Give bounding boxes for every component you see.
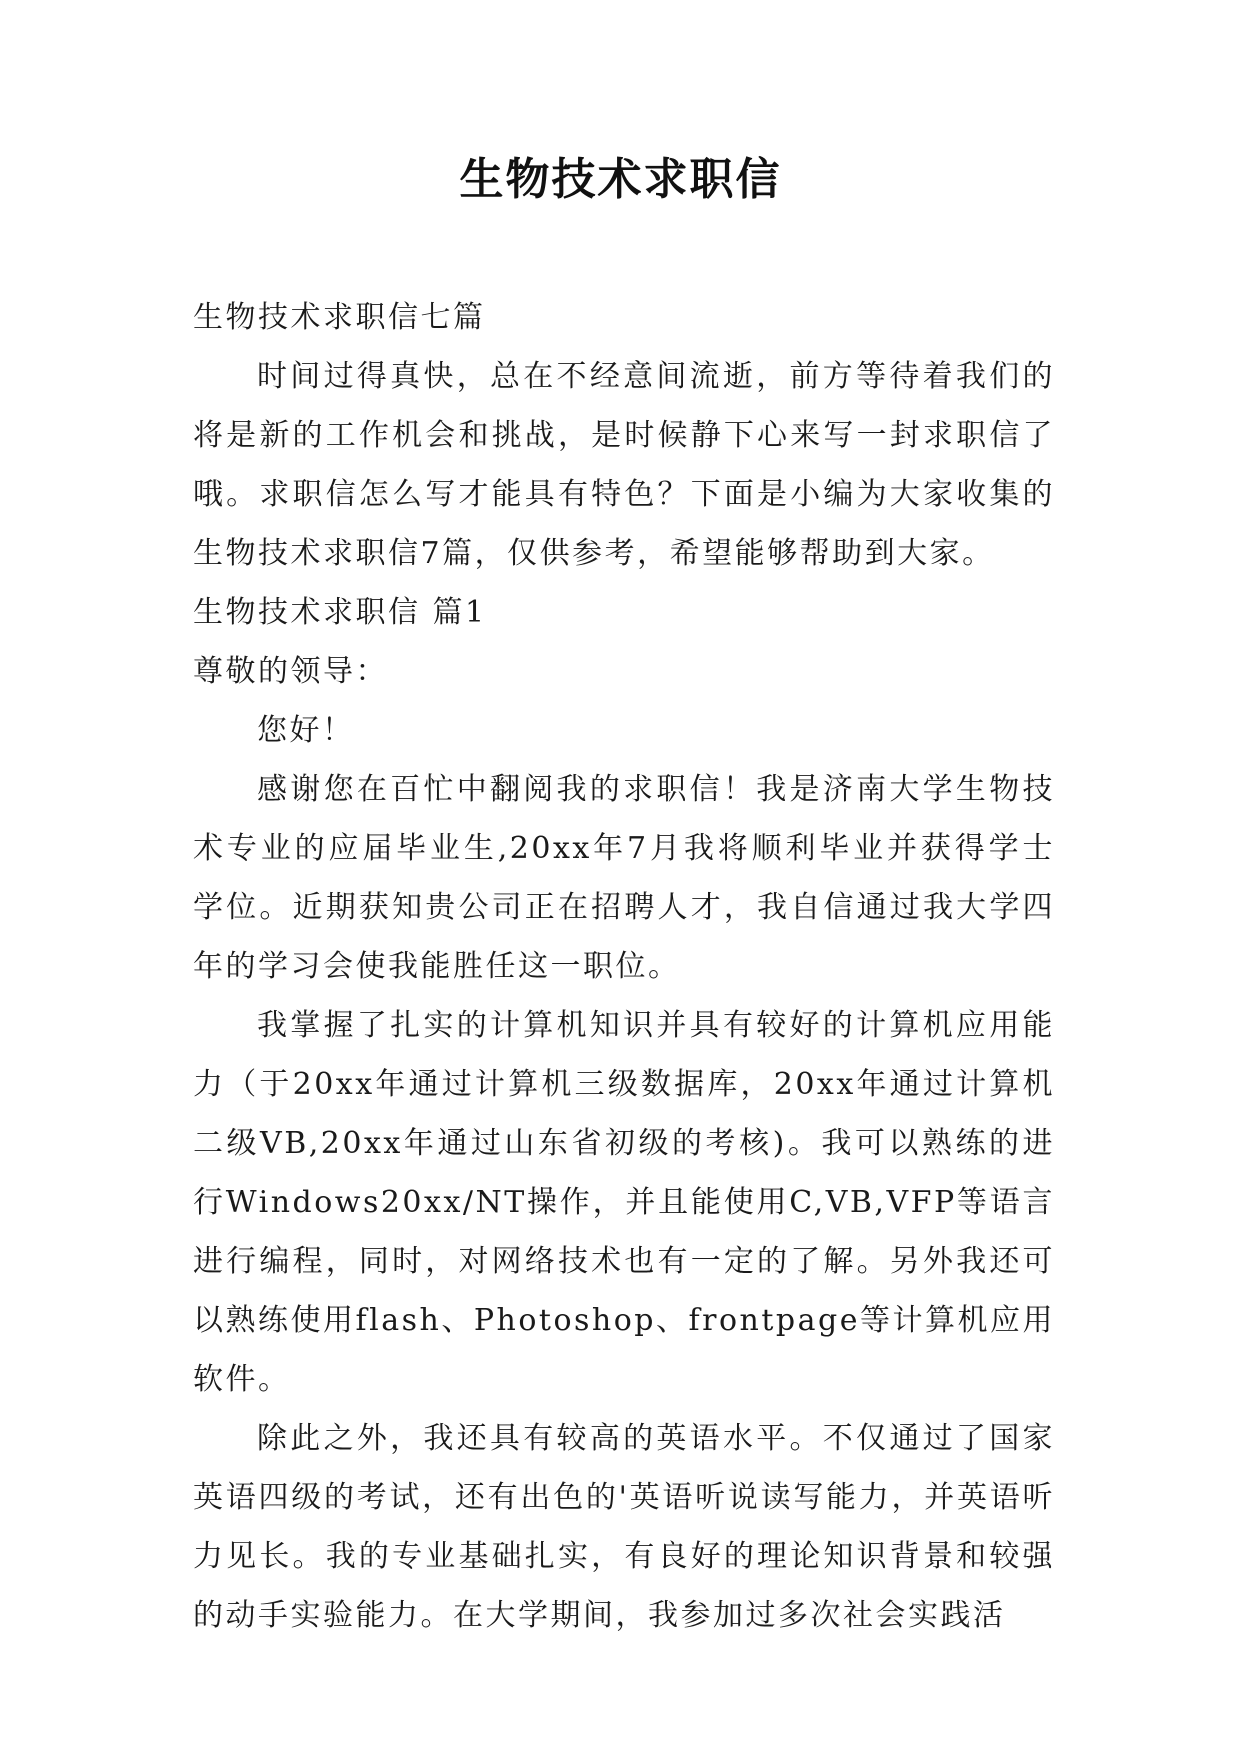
body-paragraph: 除此之外，我还具有较高的英语水平。不仅通过了国家英语四级的考试，还有出色的'英语听说读写能力，并英语听力见长。我的专业基础扎实，有良好的理论知识背景和较强的动手实验能力。在大学期间，我参加过多次社会实践活 bbox=[193, 1421, 1055, 1633]
greeting: 您好！ bbox=[257, 713, 355, 748]
salutation: 尊敬的领导： bbox=[193, 654, 388, 689]
intro-paragraph: 时间过得真快，总在不经意间流逝，前方等待着我们的将是新的工作机会和挑战，是时候静下心来写一封求职信了哦。求职信怎么写才能具有特色？下面是小编为大家收集的生物技术求职信7篇，仅供参考，希望能够帮助到大家。 bbox=[193, 359, 1055, 571]
document-title: 生物技术求职信 bbox=[459, 154, 782, 205]
section-heading: 生物技术求职信 篇1 bbox=[193, 595, 487, 630]
body-paragraph: 感谢您在百忙中翻阅我的求职信！我是济南大学生物技术专业的应届毕业生,20xx年7月我将顺利毕业并获得学士学位。近期获知贵公司正在招聘人才，我自信通过我大学四年的学习会使我能胜任这一职位。 bbox=[193, 772, 1055, 984]
document-subtitle: 生物技术求职信七篇 bbox=[193, 300, 486, 335]
document-body bbox=[193, 288, 1055, 1645]
body-paragraph: 我掌握了扎实的计算机知识并具有较好的计算机应用能力（于20xx年通过计算机三级数据库，20xx年通过计算机二级VB,20xx年通过山东省初级的考核)。我可以熟练的进行Windows20xx/NT操作，并且能使用C,VB,VFP等语言进行编程，同时，对网络技术也有一定的了解。另外我还可以熟练使用flash、Photoshop、frontpage等计算机应用软件。 bbox=[193, 1008, 1055, 1397]
